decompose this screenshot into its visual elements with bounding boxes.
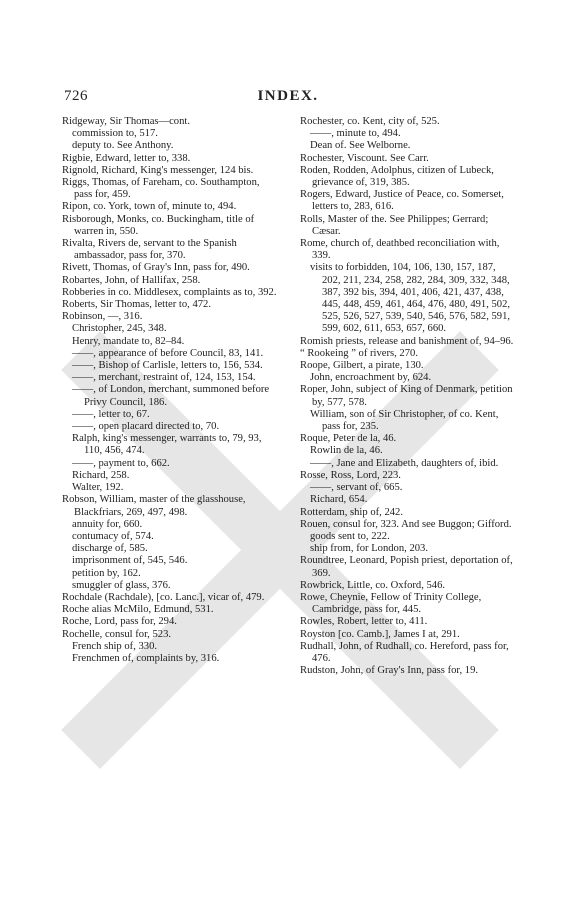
index-entry: John, encroachment by, 624. [310,372,432,384]
index-entry: Roundtree, Leonard, Popish priest, deportation of, 369. [300,555,513,579]
index-entry: Risborough, Monks, co. Buckingham, title of warren in, 550. [62,213,255,237]
index-entry: Rowlin de la, 46. [310,445,383,457]
index-entry: ——, appearance of before Council, 83, 141. [72,347,264,359]
index-entry: ——, minute to, 494. [310,128,401,140]
index-entry: Richard, 654. [310,494,368,506]
index-entry: Royston [co. Camb.], James I at, 291. [300,628,460,640]
index-entry: deputy to. See Anthony. [72,140,174,152]
index-entry: Roden, Rodden, Adolphus, citizen of Lubeck, grievance of, 319, 385. [300,164,494,189]
index-entry: Riggs, Thomas, of Fareham, co. Southampton, pass for, 459. [62,177,260,201]
index-entry: French ship of, 330. [72,640,158,652]
index-entry: imprisonment of, 545, 546. [72,555,188,567]
index-entry: Rowe, Cheynie, Fellow of Trinity College, Cambridge, pass for, 445. [300,591,482,616]
index-entry: Roche, Lord, pass for, 294. [62,616,177,628]
index-entry: Robinson, —, 316. [62,311,143,323]
index-entry: Rignold, Richard, King's messenger, 124 bis. [62,164,254,176]
index-entry: Rochelle, consul for, 523. [62,628,172,640]
index-entry: ——, Jane and Elizabeth, daughters of, ibid. [310,457,499,469]
index-entry: Rouen, consul for, 323. And see Buggon; Gifford. [300,518,512,530]
index-entry: visits to forbidden, 104, 106, 130, 157, 187, 202, 211, 234, 258, 282, 284, 309, 332, 348, 387, 392 bis, 394, 401, 406, 421, 437, 438, 445, 448, 459, 461, 464, 476, 480, 491, 502, 525, 526, 527, 539, 540, 546, 576, 582, 591, 599, 602, 611, 653, 657, 660. [310,262,511,335]
index-entry: Rome, church of, deathbed reconciliation with, 339. [300,238,500,262]
index-entry: Rotterdam, ship of, 242. [300,506,403,518]
index-entry: Henry, mandate to, 82–84. [72,335,185,347]
index-entry: Robartes, John, of Hallifax, 258. [62,274,201,286]
index-entry: ——, merchant, restraint of, 124, 153, 154. [72,372,256,384]
index-entry: Walter, 192. [72,482,124,494]
index-entry: goods sent to, 222. [310,530,390,542]
index-entry: Christopher, 245, 348. [72,323,167,335]
index-entry: William, son of Sir Christopher, of co. Kent, pass for, 235. [310,408,499,433]
index-entry: Ripon, co. York, town of, minute to, 494. [62,201,237,213]
index-entry: Robson, William, master of the glasshouse, Blackfriars, 269, 497, 498. [62,494,246,518]
index-entry: Rigbie, Edward, letter to, 338. [62,152,191,164]
index-entry: Rolls, Master of the. See Philippes; Gerrard; Cæsar. [300,213,489,237]
index-entry: Dean of. See Welborne. [310,140,411,152]
index-entry: Rosse, Ross, Lord, 223. [300,469,401,481]
index-entry: ——, of London, merchant, summoned before Privy Council, 186. [72,384,270,408]
index-entry: Rochester, co. Kent, city of, 525. [300,116,440,127]
index-entry: smuggler of glass, 376. [72,579,171,591]
index-entry: Richard, 258. [72,469,130,481]
index-column-right [300,116,515,677]
index-entry: Rowbrick, Little, co. Oxford, 546. [300,579,446,591]
index-entry: Roberts, Sir Thomas, letter to, 472. [62,299,211,311]
index-entry: Rivett, Thomas, of Gray's Inn, pass for, 490. [62,262,250,274]
index-entry: ——, letter to, 67. [72,408,150,420]
index-entry: Roper, John, subject of King of Denmark, petition by, 577, 578. [300,384,513,408]
index-entry: ship from, for London, 203. [310,543,428,555]
index-entry: Rudhall, John, of Rudhall, co. Hereford, pass for, 476. [300,640,509,664]
index-entry: Ralph, king's messenger, warrants to, 79, 93, 110, 456, 474. [72,433,262,457]
page-number: 726 [64,88,88,104]
page-header [64,88,512,108]
index-entry: Ridgeway, Sir Thomas—cont. [62,116,190,127]
index-entry: contumacy of, 574. [72,530,154,542]
index-entry: Roope, Gilbert, a pirate, 130. [300,360,424,372]
index-entry: Rowles, Robert, letter to, 411. [300,616,428,628]
index-entry: petition by, 162. [72,567,141,579]
index-entry: ——, servant of, 665. [310,482,403,494]
index-entry: annuity for, 660. [72,518,143,530]
index-entry: Rivalta, Rivers de, servant to the Spanish ambassador, pass for, 370. [62,238,237,262]
index-entry: ——, Bishop of Carlisle, letters to, 156, 534. [72,360,263,372]
index-entry: Roque, Peter de la, 46. [300,433,397,445]
index-entry: Romish priests, release and banishment of, 94–96. [300,335,514,347]
index-entry: Roche alias McMilo, Edmund, 531. [62,604,214,616]
index-column-left [62,116,277,665]
index-entry: Frenchmen of, complaints by, 316. [72,652,220,664]
index-entry: Rochester, Viscount. See Carr. [300,152,429,164]
index-entry: discharge of, 585. [72,543,148,555]
running-title: INDEX. [257,88,319,104]
index-entry: ——, payment to, 662. [72,457,170,469]
index-entry: ——, open placard directed to, 70. [72,421,220,433]
index-entry: Robberies in co. Middlesex, complaints as to, 392. [62,286,277,298]
index-entry: Rogers, Edward, Justice of Peace, co. Somerset, letters to, 283, 616. [300,189,504,213]
index-entry: commission to, 517. [72,128,158,140]
index-entry: Rudston, John, of Gray's Inn, pass for, 19. [300,665,479,677]
index-entry: “ Rookeing ” of rivers, 270. [300,347,418,359]
index-entry: Rochdale (Rachdale), [co. Lanc.], vicar of, 479. [62,591,265,603]
